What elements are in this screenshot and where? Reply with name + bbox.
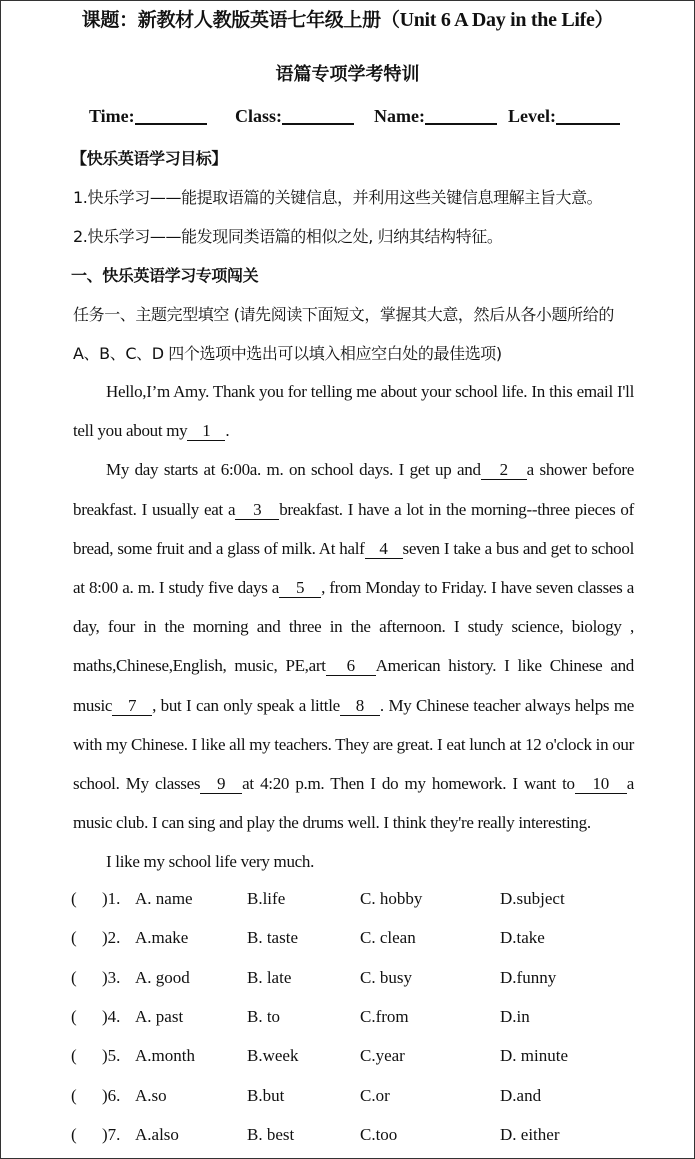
option-c[interactable]: C.from	[360, 1006, 409, 1026]
option-b[interactable]: B. late	[247, 967, 292, 987]
option-d[interactable]: D.funny	[500, 967, 557, 987]
blank-5[interactable]: 5	[279, 579, 321, 598]
passage-paragraph-1: Hello,I’m Amy. Thank you for telling me about your school life. In this email I'll tell you about my 1 .	[73, 382, 634, 441]
time-label: Time:	[89, 106, 135, 126]
blank-2[interactable]: 2	[481, 461, 527, 480]
name-label: Name:	[374, 106, 425, 126]
option-a[interactable]: A. past	[135, 1006, 184, 1026]
title-unit: Unit 6 A Day in the Life	[399, 9, 595, 31]
blank-1[interactable]: 1	[187, 422, 225, 441]
option-c[interactable]: C.too	[360, 1124, 398, 1144]
answer-paren[interactable]: (	[71, 928, 77, 948]
option-c[interactable]: C. hobby	[360, 889, 423, 908]
goal-1: 1.快乐学习——能提取语篇的关键信息，并利用这些关键信息理解主旨大意。	[73, 188, 603, 207]
level-field[interactable]	[508, 105, 620, 127]
blank-4[interactable]: 4	[365, 540, 403, 559]
option-a[interactable]: A. good	[135, 967, 190, 987]
answer-paren[interactable]: (	[71, 889, 77, 908]
page-title	[1, 5, 694, 32]
answer-paren[interactable]: (	[71, 1124, 77, 1144]
blank-9[interactable]: 9	[200, 775, 242, 794]
passage-paragraph-3: I like my school life very much.	[106, 852, 315, 872]
option-a[interactable]: A.also	[135, 1124, 179, 1144]
blank-8[interactable]: 8	[340, 697, 380, 716]
class-blank[interactable]	[282, 105, 354, 125]
title-end: ）	[594, 9, 614, 31]
option-b[interactable]: B. to	[247, 1006, 281, 1026]
option-b[interactable]: B.but	[247, 1085, 285, 1105]
question-number: )6.	[102, 1085, 121, 1105]
name-field[interactable]	[374, 105, 497, 127]
reading-passage	[73, 372, 634, 882]
goal-2: 2.快乐学习——能发现同类语篇的相似之处, 归纳其结构特征。	[73, 227, 503, 246]
blank-7[interactable]: 7	[112, 697, 152, 716]
blank-3[interactable]: 3	[235, 501, 279, 520]
class-label: Class:	[235, 106, 283, 126]
option-c[interactable]: C.year	[360, 1046, 405, 1066]
answer-paren[interactable]: (	[71, 1046, 77, 1066]
answer-paren[interactable]: (	[71, 1085, 77, 1105]
question-number: )1.	[102, 889, 121, 908]
option-b[interactable]: B.week	[247, 1046, 299, 1066]
option-b[interactable]: B. best	[247, 1124, 295, 1144]
level-label: Level:	[508, 106, 556, 126]
title-cn: 课题：新教材人教版英语七年级上册（	[81, 9, 400, 31]
option-c[interactable]: C. clean	[360, 928, 416, 948]
question-number: )7.	[102, 1124, 121, 1144]
blank-6[interactable]: 6	[326, 657, 376, 676]
info-line	[1, 105, 694, 129]
answer-paren[interactable]: (	[71, 967, 77, 987]
name-blank[interactable]	[425, 105, 497, 125]
page-subtitle: 语篇专项学考特训	[275, 64, 420, 85]
option-a[interactable]: A.month	[135, 1046, 195, 1066]
section-heading: 一、快乐英语学习专项闯关	[71, 266, 259, 285]
option-d[interactable]: D. either	[500, 1124, 560, 1144]
task-instruction-line2: A、B、C、D 四个选项中选出可以填入相应空白处的最佳选项)	[73, 344, 502, 363]
class-field[interactable]	[235, 105, 354, 127]
answer-paren[interactable]: (	[71, 1006, 77, 1026]
question-number: )3.	[102, 967, 121, 987]
option-d[interactable]: D.and	[500, 1085, 542, 1105]
option-c[interactable]: C. busy	[360, 967, 412, 987]
option-d[interactable]: D.subject	[500, 889, 565, 908]
time-blank[interactable]	[135, 105, 207, 125]
option-a[interactable]: A.so	[135, 1085, 167, 1105]
option-b[interactable]: B. taste	[247, 928, 298, 948]
option-a[interactable]: A. name	[135, 889, 193, 908]
option-d[interactable]: D.take	[500, 928, 545, 948]
question-number: )4.	[102, 1006, 121, 1026]
level-blank[interactable]	[556, 105, 620, 125]
passage-paragraph-2: My day starts at 6:00a. m. on school days. I get up and 2 a shower before breakfast. I usually eat a 3 breakfast. I have a lot in the morning--three pieces of bread, some fruit and a glass of milk. At half 4 seven I take a bus and get to school at 8:00 a. m. I study five days a 5 , from Monday to Friday. I have seven classes a day, four in the morning and three in the afternoon. I study science, biology , maths,Chinese,English, music, PE,art 6 American history. I like Chinese and music 7 , but I can only speak a little 8 . My Chinese teacher always helps me with my Chinese. I like all my teachers. They are great. I eat lunch at 12 o'clock in our school. My classes 9 at 4:20 p.m. Then I do my homework. I want to 10 a music club. I can sing and play the drums well. I think they're really interesting.	[73, 460, 635, 833]
blank-10[interactable]: 10	[575, 775, 627, 794]
option-d[interactable]: D.in	[500, 1006, 530, 1026]
option-d[interactable]: D. minute	[500, 1046, 568, 1066]
task-instruction-line1: 任务一、主题完型填空 (请先阅读下面短文，掌握其大意，然后从各小题所给的	[73, 305, 614, 324]
option-b[interactable]: B.life	[247, 889, 286, 908]
question-number: )2.	[102, 928, 121, 948]
goals-heading: 【快乐英语学习目标】	[71, 149, 228, 168]
question-number: )5.	[102, 1046, 121, 1066]
time-field[interactable]	[89, 105, 207, 127]
option-a[interactable]: A.make	[135, 928, 189, 948]
option-c[interactable]: C.or	[360, 1085, 390, 1105]
